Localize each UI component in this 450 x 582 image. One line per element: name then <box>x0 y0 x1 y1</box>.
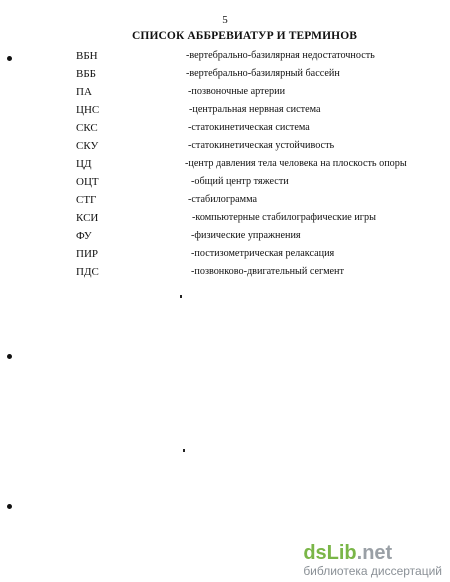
abbreviation-row <box>0 230 450 248</box>
abbreviation-row <box>0 176 450 194</box>
binding-hole-mark <box>7 354 12 359</box>
scan-speck <box>180 295 182 298</box>
abbreviation-row <box>0 50 450 68</box>
abbreviation-code: ПИР <box>76 248 99 260</box>
abbreviation-row <box>0 86 450 104</box>
abbreviation-row <box>0 212 450 230</box>
watermark-brand-name: dsLib <box>303 542 357 564</box>
abbreviation-row <box>0 104 450 122</box>
abbreviation-definition: -центральная нервная система <box>189 104 321 115</box>
abbreviation-code: ВБН <box>76 50 98 62</box>
abbreviation-row <box>0 248 450 266</box>
abbreviation-definition: -вертебрально-базилярный бассейн <box>186 68 340 79</box>
abbreviation-row <box>0 194 450 212</box>
abbreviation-code: СТГ <box>76 194 97 206</box>
abbreviation-code: ПДС <box>76 266 99 278</box>
abbreviation-definition: -компьютерные стабилографические игры <box>192 212 376 223</box>
abbreviation-definition: -центр давления тела человека на плоскость опоры <box>185 158 407 169</box>
abbreviation-definition: -позвоночные артерии <box>188 86 286 97</box>
abbreviation-definition: -статокинетическая система <box>188 122 310 133</box>
abbreviation-definition: -вертебрально-базилярная недостаточность <box>186 50 375 61</box>
abbreviation-definition: -статокинетическая устойчивость <box>188 140 335 151</box>
watermark-brand-domain: .net <box>356 542 393 564</box>
abbreviation-row <box>0 158 450 176</box>
abbreviation-definition: -стабилограмма <box>188 194 257 205</box>
abbreviation-code: СКС <box>76 122 98 134</box>
page-number: 5 <box>222 14 228 26</box>
scan-speck <box>183 449 185 452</box>
abbreviation-code: ЦНС <box>76 104 100 116</box>
binding-hole-mark <box>7 56 12 61</box>
abbreviation-code: ПА <box>76 86 92 98</box>
abbreviation-definition: -общий центр тяжести <box>191 176 289 187</box>
abbreviation-definition: -постизометрическая релаксация <box>191 248 335 259</box>
abbreviation-code: ФУ <box>76 230 92 242</box>
abbreviation-row <box>0 266 450 284</box>
abbreviation-definition: -позвонково-двигательный сегмент <box>191 266 344 277</box>
abbreviation-row <box>0 140 450 158</box>
document-title: СПИСОК АББРЕВИАТУР И ТЕРМИНОВ <box>132 30 358 42</box>
abbreviation-row <box>0 68 450 86</box>
watermark-tagline: библиотека диссертаций <box>303 564 442 578</box>
watermark-brand <box>303 542 442 564</box>
binding-hole-mark <box>7 504 12 509</box>
abbreviation-code: ВББ <box>76 68 96 80</box>
watermark <box>303 542 442 578</box>
abbreviation-code: СКУ <box>76 140 99 152</box>
abbreviation-code: ЦД <box>76 158 92 170</box>
abbreviation-definition: -физические упражнения <box>191 230 301 241</box>
abbreviation-code: ОЦТ <box>76 176 99 188</box>
abbreviation-row <box>0 122 450 140</box>
abbreviation-code: КСИ <box>76 212 99 224</box>
